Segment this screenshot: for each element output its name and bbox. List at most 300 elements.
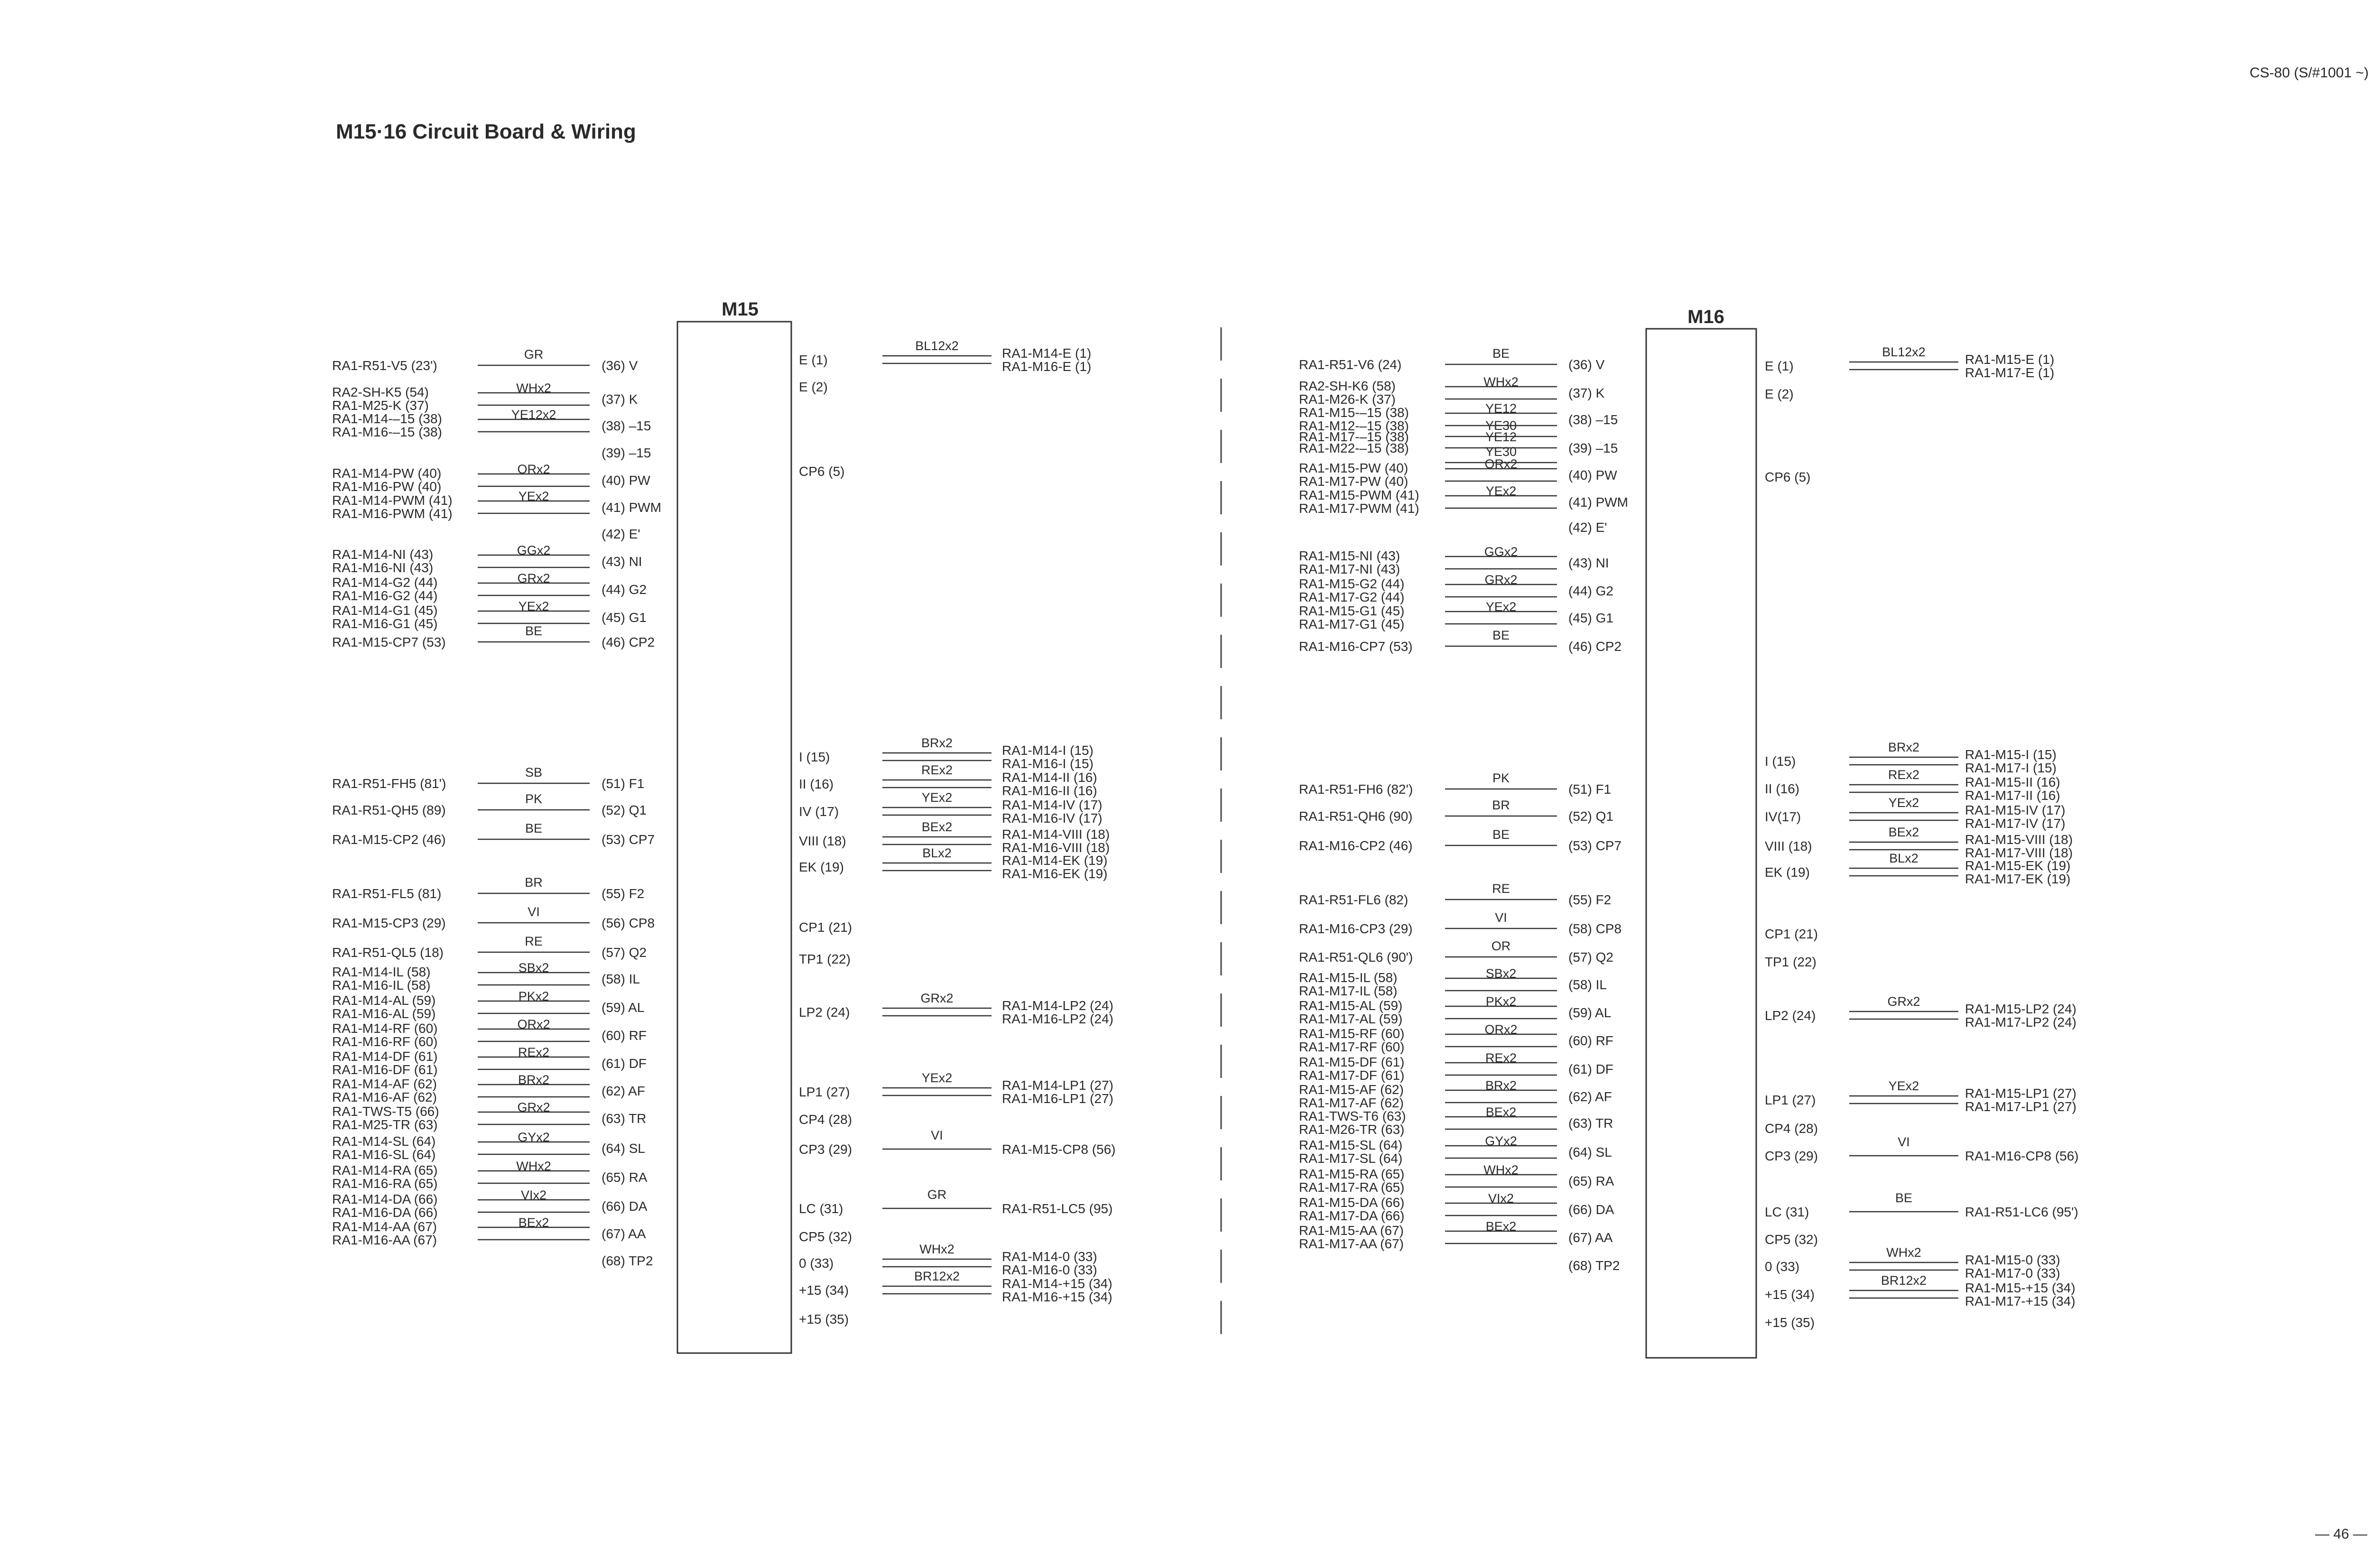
pin-label: II (16) <box>799 777 834 791</box>
wire-color-label: BL12x2 <box>1882 345 1926 359</box>
wire-color-label: GYx2 <box>1485 1134 1517 1148</box>
connection-59-al <box>332 989 644 1021</box>
pin-label: (53) CP7 <box>602 832 655 847</box>
wire-destination: RA1-M17-+15 (34) <box>1965 1294 2076 1308</box>
wire-color-label: BR <box>1492 798 1510 812</box>
wire-color-label: YEx2 <box>921 790 953 805</box>
wire-destination: RA1-M15-PWM (41) <box>1299 488 1419 502</box>
wire-destination: RA1-M26-TR (63) <box>1299 1122 1405 1137</box>
pin-label: (36) V <box>1568 357 1605 372</box>
wire-destination: RA1-M25-TR (63) <box>332 1117 438 1132</box>
pin-label: (56) CP8 <box>602 916 655 930</box>
wire-destination: RA1-M16-CP7 (53) <box>1299 639 1413 654</box>
pin-label: CP5 (32) <box>799 1229 852 1244</box>
pin-label: (51) F1 <box>602 776 645 791</box>
wire-destination: RA1-M17-G1 (45) <box>1299 617 1405 631</box>
board-outline <box>677 322 791 1353</box>
connection-tp1-22 <box>799 952 851 966</box>
connection-cp4-28 <box>1765 1121 1818 1136</box>
pin-label: CP1 (21) <box>1765 927 1818 941</box>
wire-destination: RA1-M16-DA (66) <box>332 1205 438 1220</box>
wire-destination: RA1-M17-0 (33) <box>1965 1266 2060 1280</box>
connection-57-q2 <box>1299 939 1613 965</box>
connection-43-ni <box>332 543 642 575</box>
pin-label: II (16) <box>1765 781 1800 796</box>
connection-40-pw <box>332 462 650 494</box>
connection-63-tr <box>1299 1105 1613 1137</box>
pin-label: (45) G1 <box>602 610 647 625</box>
connection-66-da <box>1299 1191 1614 1223</box>
wire-destination: RA1-M14-DA (66) <box>332 1192 438 1206</box>
pin-label: (45) G1 <box>1568 611 1613 625</box>
connection-41-pwm <box>1299 484 1628 516</box>
wire-destination: RA1-M15-–15 (38) <box>1299 405 1409 420</box>
wire-destination: RA1-M17-DA (66) <box>1299 1208 1405 1223</box>
wire-destination: RA1-M14-VIII (18) <box>1002 827 1110 842</box>
wire-destination: RA1-M16-CP2 (46) <box>1299 838 1413 853</box>
pin-label: (61) DF <box>1568 1062 1613 1076</box>
connection-lp1-27 <box>799 1071 1113 1106</box>
connection-39-15 <box>602 445 651 460</box>
wire-destination: RA1-M16-E (1) <box>1002 359 1092 374</box>
wire-color-label: BL12x2 <box>915 339 959 353</box>
connection-60-rf <box>1299 1022 1613 1054</box>
wire-color-label: YE30 <box>1485 418 1517 433</box>
wire-destination: RA1-M14-SL (64) <box>332 1134 436 1149</box>
connection-45-g1 <box>1299 600 1613 631</box>
wire-destination: RA1-M15-LP1 (27) <box>1965 1086 2076 1101</box>
wire-destination: RA1-M16-CP8 (56) <box>1965 1149 2079 1163</box>
pin-label: (43) NI <box>1568 556 1609 570</box>
wire-destination: RA1-M17-SL (64) <box>1299 1151 1403 1166</box>
wire-color-label: PK <box>525 792 543 806</box>
pin-label: IV(17) <box>1765 809 1801 824</box>
pin-label: (43) NI <box>602 554 642 569</box>
pin-label: (57) Q2 <box>1568 950 1613 965</box>
page-title: M15·16 Circuit Board & Wiring <box>336 120 636 143</box>
wire-color-label: BE <box>1895 1191 1913 1205</box>
pin-label: (65) RA <box>602 1170 648 1185</box>
board-name: M15 <box>722 299 759 320</box>
pin-label: LP2 (24) <box>799 1005 850 1020</box>
wire-destination: RA1-M17-LP2 (24) <box>1965 1015 2076 1030</box>
pin-label: (63) TR <box>602 1111 647 1126</box>
wire-destination: RA1-M16-CP3 (29) <box>1299 921 1413 936</box>
wire-destination: RA1-M14-RA (65) <box>332 1163 438 1178</box>
connection-65-ra <box>332 1159 648 1191</box>
connection-53-cp7 <box>1299 827 1621 853</box>
pin-label: (68) TP2 <box>1568 1258 1620 1273</box>
wire-destination: RA1-M17-AA (67) <box>1299 1236 1404 1251</box>
wire-destination: RA1-M14-G1 (45) <box>332 603 438 618</box>
wire-destination: RA1-M17-II (16) <box>1965 788 2060 803</box>
wire-destination: RA1-M15-LP2 (24) <box>1965 1002 2076 1016</box>
wire-destination: RA1-M14-0 (33) <box>1002 1249 1097 1264</box>
connection-cp1-21 <box>1765 927 1818 941</box>
wire-destination: RA1-M14-I (15) <box>1002 743 1093 758</box>
pin-label: TP1 (22) <box>799 952 851 966</box>
wire-destination: RA1-M14-PW (40) <box>332 466 442 481</box>
wire-color-label: BE <box>1492 346 1510 361</box>
wire-color-label: SBx2 <box>1485 966 1517 981</box>
pin-label: (37) K <box>1568 386 1605 400</box>
wire-destination: RA1-TWS-T6 (63) <box>1299 1109 1406 1123</box>
wire-destination: RA1-R51-FH5 (81') <box>332 776 446 791</box>
wire-color-label: PK <box>1492 771 1510 785</box>
wire-destination: RA1-M15-IL (58) <box>1299 970 1398 985</box>
wire-color-label: YEx2 <box>518 599 549 613</box>
wire-color-label: WHx2 <box>516 381 551 395</box>
pin-label: (60) RF <box>602 1028 647 1043</box>
wire-color-label: YEx2 <box>1485 600 1517 614</box>
wire-destination: RA1-R51-FH6 (82') <box>1299 782 1413 797</box>
connection-37-k <box>1299 375 1605 407</box>
wire-color-label: REx2 <box>1888 768 1920 782</box>
pin-label: E (1) <box>1765 359 1794 373</box>
pin-label: (66) DA <box>1568 1202 1614 1217</box>
pin-label: (65) RA <box>1568 1174 1614 1188</box>
connection-cp5-32 <box>1765 1232 1818 1247</box>
connection-lp2-24 <box>799 991 1113 1026</box>
connection-e-2 <box>799 380 828 394</box>
connection-61-df <box>332 1045 647 1077</box>
wire-destination: RA1-M17-PWM (41) <box>1299 501 1419 516</box>
wire-color-label: WHx2 <box>1483 1163 1519 1177</box>
connection-cp1-21 <box>799 920 852 935</box>
pin-label: (57) Q2 <box>602 945 647 960</box>
wire-destination: RA1-M15-I (15) <box>1965 747 2057 762</box>
pin-label: CP4 (28) <box>1765 1121 1818 1136</box>
connection-51-f1 <box>1299 771 1611 797</box>
pin-label: (40) PW <box>1568 468 1617 482</box>
model-label: CS-80 (S/#1001 ~) <box>2250 65 2369 81</box>
wire-destination: RA1-M15-EK (19) <box>1965 858 2071 873</box>
wire-destination: RA1-M16-RA (65) <box>332 1176 438 1191</box>
wire-destination: RA1-M14-LP1 (27) <box>1002 1078 1113 1093</box>
connection-56-cp8 <box>332 905 655 930</box>
pin-label: (62) AF <box>1568 1089 1612 1104</box>
connection-67-aa <box>1299 1219 1613 1251</box>
wire-color-label: GRx2 <box>920 991 954 1005</box>
pin-label: (52) Q1 <box>602 803 647 817</box>
wire-color-label: BLx2 <box>1889 851 1918 865</box>
wire-destination: RA1-M15-G1 (45) <box>1299 603 1405 618</box>
connection-38-15 <box>1299 401 1618 433</box>
pin-label: (44) G2 <box>1568 584 1613 598</box>
pin-label: (42) E' <box>602 527 640 541</box>
wire-color-label: RE <box>1492 881 1510 896</box>
wire-destination: RA1-M15-DA (66) <box>1299 1195 1405 1210</box>
connection-36-v <box>1299 346 1605 372</box>
pin-label: (39) –15 <box>602 445 651 460</box>
pin-label: (36) V <box>602 358 638 373</box>
wire-color-label: GRx2 <box>1484 573 1518 587</box>
wire-color-label: BRx2 <box>921 736 953 750</box>
wire-color-label: ORx2 <box>517 462 550 476</box>
wire-destination: RA1-M17-G2 (44) <box>1299 590 1405 604</box>
pin-label: (55) F2 <box>1568 892 1612 907</box>
wire-destination: RA1-M22-–15 (38) <box>1299 441 1409 455</box>
pin-label: CP4 (28) <box>799 1112 852 1127</box>
connection-e-1 <box>1765 345 2054 380</box>
wire-color-label: YEx2 <box>1888 1079 1919 1093</box>
connection-cp4-28 <box>799 1112 852 1127</box>
wire-color-label: BEx2 <box>1485 1219 1517 1234</box>
wire-destination: RA1-M15-IV (17) <box>1965 803 2066 817</box>
wire-destination: RA1-M16-PW (40) <box>332 479 442 494</box>
connection-cp3-29 <box>1765 1135 2079 1163</box>
pin-label: I (15) <box>799 750 830 764</box>
wire-color-label: GGx2 <box>517 543 551 557</box>
pin-label: (42) E' <box>1568 520 1607 535</box>
wire-destination: RA1-R51-LC6 (95') <box>1965 1205 2078 1219</box>
pin-label: E (2) <box>799 380 828 394</box>
wire-destination: RA1-M25-K (37) <box>332 398 429 413</box>
connection-64-sl <box>1299 1134 1612 1166</box>
wire-color-label: RE <box>525 934 543 948</box>
pin-label: (59) AL <box>602 1000 645 1015</box>
wire-destination: RA1-M17-NI (43) <box>1299 562 1400 576</box>
pin-label: (67) AA <box>602 1226 646 1241</box>
wire-destination: RA1-M15-NI (43) <box>1299 548 1400 563</box>
pin-label: (58) IL <box>602 972 640 986</box>
wire-destination: RA1-M16-IV (17) <box>1002 811 1103 826</box>
pin-label: (37) K <box>602 392 638 407</box>
pin-label: LC (31) <box>1765 1205 1809 1219</box>
pin-label: VIII (18) <box>799 834 846 848</box>
wire-color-label: BEx2 <box>518 1215 549 1230</box>
wire-destination: RA1-M17-IV (17) <box>1965 816 2066 831</box>
wire-destination: RA1-R51-FL6 (82) <box>1299 892 1408 907</box>
connection-46-cp2 <box>1299 628 1621 654</box>
connection-lp2-24 <box>1765 994 2076 1030</box>
board-outline <box>1646 329 1756 1358</box>
pin-label: (53) CP7 <box>1568 838 1622 853</box>
wire-destination: RA1-M15-AL (59) <box>1299 998 1403 1013</box>
wire-destination: RA1-M16-PWM (41) <box>332 506 453 521</box>
wire-color-label: VI <box>1495 910 1507 925</box>
wire-color-label: BE <box>1492 827 1510 842</box>
pin-label: LP2 (24) <box>1765 1008 1816 1023</box>
wire-color-label: REx2 <box>921 763 953 777</box>
wire-destination: RA1-M16-AA (67) <box>332 1233 437 1247</box>
wire-destination: RA1-M16-EK (19) <box>1002 866 1108 881</box>
wire-destination: RA1-M17-E (1) <box>1965 365 2055 380</box>
connection-cp3-29 <box>799 1128 1116 1157</box>
connection-36-v <box>332 347 638 373</box>
wire-destination: RA1-M14-LP2 (24) <box>1002 998 1113 1013</box>
wire-color-label: YEx2 <box>1888 796 1919 810</box>
wire-destination: RA1-M14-AA (67) <box>332 1219 437 1234</box>
wire-color-label: GRx2 <box>517 1100 550 1114</box>
connection-41-pwm <box>332 489 661 521</box>
wire-destination: RA1-M17-PW (40) <box>1299 474 1408 489</box>
wire-destination: RA1-M16-LP2 (24) <box>1002 1011 1113 1026</box>
wire-destination: RA1-M16-AF (62) <box>332 1090 437 1104</box>
wire-color-label: GR <box>927 1188 947 1202</box>
connection-15-35 <box>799 1312 849 1327</box>
wire-color-label: WHx2 <box>1886 1245 1921 1260</box>
wire-color-label: VIx2 <box>1488 1191 1514 1206</box>
connection-45-g1 <box>332 599 647 631</box>
wire-destination: RA1-R51-QH6 (90) <box>1299 809 1413 824</box>
pin-label: TP1 (22) <box>1765 955 1816 969</box>
connection-55-f2 <box>332 875 644 901</box>
pin-label: (46) CP2 <box>602 635 655 649</box>
connection-58-il <box>1299 966 1607 998</box>
wire-destination: RA1-R51-LC5 (95) <box>1002 1201 1113 1216</box>
pin-label: (38) –15 <box>1568 412 1618 427</box>
wire-color-label: WHx2 <box>1483 375 1519 389</box>
wire-color-label: GRx2 <box>517 571 550 585</box>
wire-destination: RA1-M14-II (16) <box>1002 770 1097 785</box>
connection-15-35 <box>1765 1315 1815 1330</box>
pin-label: +15 (35) <box>799 1312 849 1327</box>
board-name: M16 <box>1687 306 1724 327</box>
wire-color-label: GR <box>524 347 544 362</box>
board-m15 <box>332 299 1116 1353</box>
pin-label: CP1 (21) <box>799 920 852 935</box>
wire-destination: RA1-M14-DF (61) <box>332 1049 438 1064</box>
pin-label: (46) CP2 <box>1568 639 1622 654</box>
pin-label: CP3 (29) <box>799 1142 852 1157</box>
wire-color-label: VIx2 <box>520 1188 547 1202</box>
wire-destination: RA1-M14-G2 (44) <box>332 575 438 590</box>
wire-destination: RA1-M15-CP7 (53) <box>332 635 446 649</box>
pin-label: (61) DF <box>602 1056 647 1071</box>
wire-destination: RA1-M17-I (15) <box>1965 761 2057 775</box>
pin-label: E (1) <box>799 353 828 367</box>
pin-label: (62) AF <box>602 1084 645 1098</box>
connection-68-tp2 <box>1568 1258 1620 1273</box>
page-number: — 46 — <box>2315 1526 2368 1542</box>
wire-color-label: REx2 <box>1485 1051 1517 1065</box>
wire-destination: RA1-M17-RF (60) <box>1299 1039 1405 1054</box>
wire-color-label: BR12x2 <box>914 1269 960 1283</box>
wire-destination: RA1-M15-+15 (34) <box>1965 1280 2076 1295</box>
pin-label: (52) Q1 <box>1568 809 1613 824</box>
pin-label: IV (17) <box>799 804 839 819</box>
connection-68-tp2 <box>602 1253 653 1268</box>
pin-label: (63) TR <box>1568 1116 1613 1131</box>
wire-destination: RA1-M15-CP8 (56) <box>1002 1142 1116 1157</box>
pin-label: (51) F1 <box>1568 782 1612 797</box>
wire-color-label: OR <box>1491 939 1511 953</box>
wire-color-label: BE <box>525 624 543 638</box>
pin-label: +15 (34) <box>1765 1287 1815 1302</box>
pin-label: (58) CP8 <box>1568 921 1622 936</box>
wire-destination: RA1-M15-PW (40) <box>1299 461 1408 475</box>
connection-42-e <box>1568 520 1607 535</box>
wire-color-label: BE <box>525 821 543 835</box>
wire-color-label: BRx2 <box>518 1073 550 1087</box>
pin-label: (44) G2 <box>602 582 647 597</box>
pin-label: +15 (35) <box>1765 1315 1815 1330</box>
connection-cp6-5 <box>799 464 844 479</box>
connection-37-k <box>332 381 638 413</box>
wire-destination: RA1-M14-PWM (41) <box>332 493 453 508</box>
connection-62-af <box>332 1073 645 1104</box>
wire-destination: RA2-SH-K5 (54) <box>332 385 429 399</box>
pin-label: CP3 (29) <box>1765 1149 1818 1163</box>
wire-destination: RA1-M16-G1 (45) <box>332 616 438 631</box>
wire-color-label: BR12x2 <box>1881 1273 1927 1288</box>
connection-59-al <box>1299 994 1611 1026</box>
wire-color-label: YE30 <box>1485 445 1517 459</box>
connection-e-2 <box>1765 387 1794 401</box>
wire-destination: RA1-M16-LP1 (27) <box>1002 1091 1113 1106</box>
wire-destination: RA1-M17-AF (62) <box>1299 1095 1404 1110</box>
connection-58-cp8 <box>1299 910 1621 936</box>
wire-color-label: BRx2 <box>1485 1078 1517 1093</box>
wire-color-label: VI <box>1898 1135 1910 1149</box>
wire-destination: RA1-M15-SL (64) <box>1299 1138 1403 1152</box>
wire-color-label: BLx2 <box>922 846 952 860</box>
pin-label: (39) –15 <box>1568 441 1618 455</box>
connection-60-rf <box>332 1017 647 1049</box>
pin-label: LP1 (27) <box>799 1085 850 1099</box>
pin-label: (64) SL <box>1568 1145 1612 1160</box>
wire-destination: RA1-M14-IV (17) <box>1002 798 1103 812</box>
connection-63-tr <box>332 1100 646 1132</box>
pin-label: (68) TP2 <box>602 1253 653 1268</box>
pin-label: (64) SL <box>602 1141 645 1156</box>
wire-destination: RA1-M16-NI (43) <box>332 560 434 575</box>
wire-color-label: SBx2 <box>518 961 549 975</box>
wire-color-label: ORx2 <box>1484 457 1518 471</box>
wire-destination: RA1-M14-RF (60) <box>332 1021 438 1036</box>
wire-color-label: WHx2 <box>919 1242 954 1256</box>
wire-destination: RA1-M15-0 (33) <box>1965 1253 2060 1267</box>
connection-51-f1 <box>332 765 644 791</box>
connection-lc-31 <box>1765 1191 2078 1219</box>
connection-55-f2 <box>1299 881 1611 907</box>
wire-destination: RA1-M12-–15 (38) <box>1299 418 1409 433</box>
connection-67-aa <box>332 1215 646 1247</box>
wire-color-label: PKx2 <box>518 989 549 1003</box>
connection-44-g2 <box>1299 573 1613 604</box>
pin-label: EK (19) <box>799 860 844 874</box>
wire-destination: RA1-M15-VIII (18) <box>1965 832 2073 847</box>
pin-label: (60) RF <box>1568 1033 1613 1048</box>
wire-destination: RA1-M16-IL (58) <box>332 978 431 993</box>
wire-destination: RA1-M15-CP2 (46) <box>332 832 446 847</box>
pin-label: LP1 (27) <box>1765 1093 1816 1107</box>
pin-label: 0 (33) <box>799 1256 834 1271</box>
wire-destination: RA1-M15-RF (60) <box>1299 1026 1405 1041</box>
board-m16 <box>1299 306 2079 1358</box>
wire-destination: RA1-M26-K (37) <box>1299 392 1396 407</box>
pin-label: 0 (33) <box>1765 1259 1800 1274</box>
pin-label: (66) DA <box>602 1199 648 1214</box>
pin-label: (67) AA <box>1568 1230 1613 1245</box>
connection-42-e <box>602 527 640 541</box>
wire-destination: RA1-M14-IL (58) <box>332 965 431 979</box>
wire-color-label: GYx2 <box>518 1130 550 1144</box>
connection-cp6-5 <box>1765 470 1810 484</box>
pin-label: (40) PW <box>602 473 650 488</box>
wire-destination: RA1-M16-+15 (34) <box>1002 1290 1112 1304</box>
wire-destination: RA1-M15-E (1) <box>1965 352 2055 367</box>
wire-destination: RA1-M14-EK (19) <box>1002 853 1108 868</box>
wire-color-label: YEx2 <box>921 1071 953 1085</box>
pin-label: (55) F2 <box>602 886 645 901</box>
connection-52-q1 <box>1299 798 1613 824</box>
pin-label: CP6 (5) <box>799 464 845 479</box>
connection-53-cp7 <box>332 821 655 847</box>
wire-destination: RA1-M16-SL (64) <box>332 1147 436 1162</box>
wire-color-label: BEx2 <box>921 820 953 834</box>
